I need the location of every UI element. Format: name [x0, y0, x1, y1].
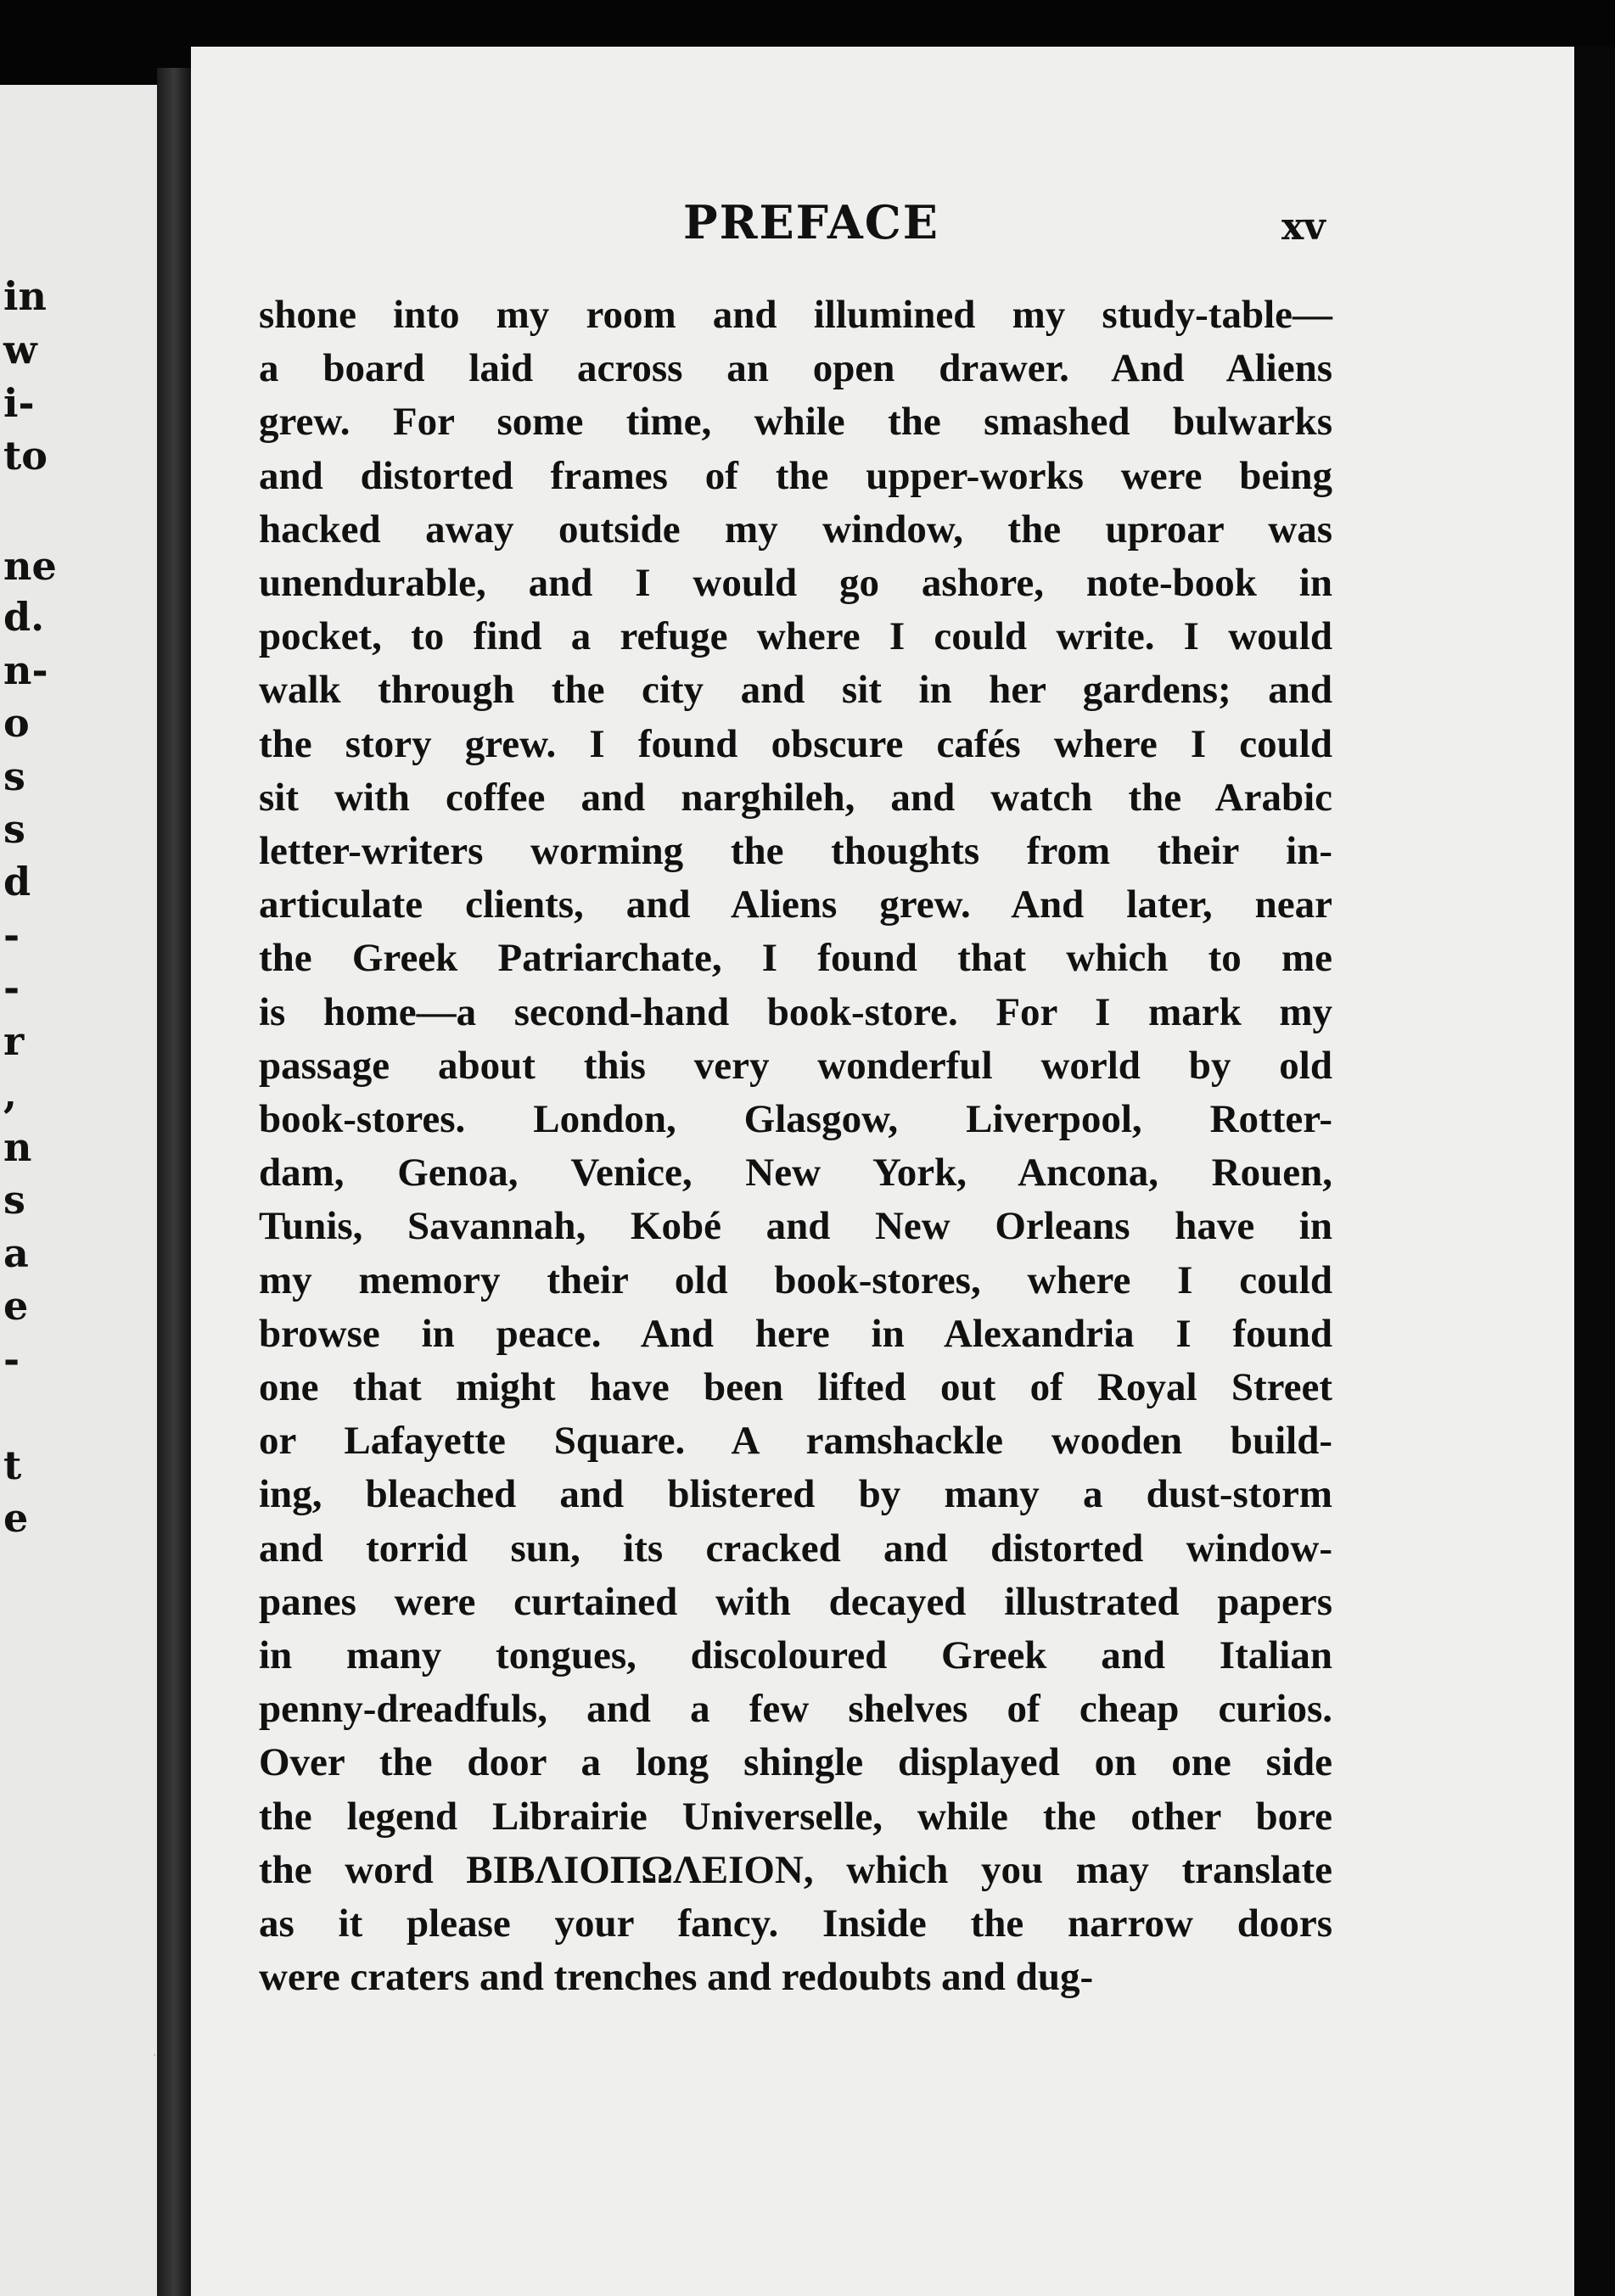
left-fragment: s — [3, 753, 25, 799]
right-page — [191, 47, 1574, 2296]
page-number: xv — [1281, 205, 1326, 249]
text-line: Over the door a long shingle displayed on one side — [259, 1740, 1332, 1785]
left-fragment: - — [3, 912, 20, 958]
text-line: as it please your fancy. Inside the narrow doors — [259, 1901, 1332, 1946]
left-fragment: ne — [3, 543, 57, 589]
text-line: ing, bleached and blistered by many a dust-storm — [259, 1472, 1332, 1517]
text-line: the word ΒΙΒΛΙΟΠΩΛΕΙΟΝ, which you may translate — [259, 1847, 1332, 1892]
left-fragment: , — [3, 1071, 18, 1117]
text-line: the Greek Patriarchate, I found that which to me — [259, 936, 1332, 981]
text-line: browse in peace. And here in Alexandria I found — [259, 1311, 1332, 1356]
text-line: is home—a second-hand book-store. For I mark my — [259, 989, 1332, 1034]
left-fragment: t — [3, 1442, 22, 1488]
left-fragment: o — [3, 700, 30, 746]
left-fragment: e — [3, 1283, 29, 1329]
book-gutter — [157, 68, 191, 2296]
text-line: walk through the city and sit in her gardens; and — [259, 668, 1332, 713]
text-line: or Lafayette Square. A ramshackle wooden build- — [259, 1419, 1332, 1464]
left-fragment: i- — [3, 380, 35, 426]
text-line: and torrid sun, its cracked and distorted window- — [259, 1526, 1332, 1571]
page-edge — [1574, 47, 1615, 2296]
text-line: the legend Librairie Universelle, while the other bore — [259, 1794, 1332, 1839]
text-line: were craters and trenches and redoubts and dug- — [259, 1955, 1094, 2000]
left-fragment: in — [3, 273, 47, 319]
left-fragment: n — [3, 1124, 32, 1170]
running-head — [191, 195, 1574, 255]
text-line: panes were curtained with decayed illustrated papers — [259, 1579, 1332, 1624]
text-line: a board laid across an open drawer. And Aliens — [259, 346, 1332, 391]
text-line: book-stores. London, Glasgow, Liverpool, Rotter- — [259, 1097, 1332, 1142]
text-line: dam, Genoa, Venice, New York, Ancona, Rouen, — [259, 1151, 1332, 1196]
text-line: sit with coffee and narghileh, and watch the Arabic — [259, 775, 1332, 820]
left-fragment: s — [3, 1177, 25, 1223]
text-line: passage about this very wonderful world by old — [259, 1043, 1332, 1088]
text-line: one that might have been lifted out of Royal Street — [259, 1365, 1332, 1410]
text-line: shone into my room and illumined my study-table— — [259, 293, 1332, 337]
text-line: letter-writers worming the thoughts from their in- — [259, 829, 1332, 874]
left-fragment: - — [3, 965, 20, 1011]
text-line: Tunis, Savannah, Kobé and New Orleans have in — [259, 1204, 1332, 1249]
left-fragment: - — [3, 1336, 20, 1382]
left-fragment: w — [3, 327, 37, 372]
scan-speck: ‧ — [153, 2049, 157, 2063]
text-line: hacked away outside my window, the uproar was — [259, 507, 1332, 552]
left-fragment: n- — [3, 647, 48, 693]
text-line: in many tongues, discoloured Greek and Italian — [259, 1633, 1332, 1678]
text-line: and distorted frames of the upper-works were being — [259, 453, 1332, 498]
left-fragment: d. — [3, 594, 45, 640]
left-fragment: s — [3, 806, 25, 852]
text-line: grew. For some time, while the smashed bulwarks — [259, 400, 1332, 445]
text-line: the story grew. I found obscure cafés where I could — [259, 721, 1332, 766]
text-line: pocket, to find a refuge where I could write. I would — [259, 614, 1332, 659]
page-title: PREFACE — [683, 195, 939, 249]
left-fragment: to — [3, 433, 48, 479]
text-line: my memory their old book-stores, where I could — [259, 1257, 1332, 1302]
left-fragment: a — [3, 1230, 29, 1276]
body-text — [259, 288, 1332, 2005]
text-line: articulate clients, and Aliens grew. And later, near — [259, 882, 1332, 927]
text-line: unendurable, and I would go ashore, note-book in — [259, 561, 1332, 606]
left-fragment: e — [3, 1495, 29, 1541]
text-line: penny-dreadfuls, and a few shelves of cheap curios. — [259, 1687, 1332, 1732]
left-fragment: d — [3, 859, 31, 904]
left-page-fragment — [0, 85, 157, 2296]
left-fragment: r — [3, 1018, 25, 1064]
